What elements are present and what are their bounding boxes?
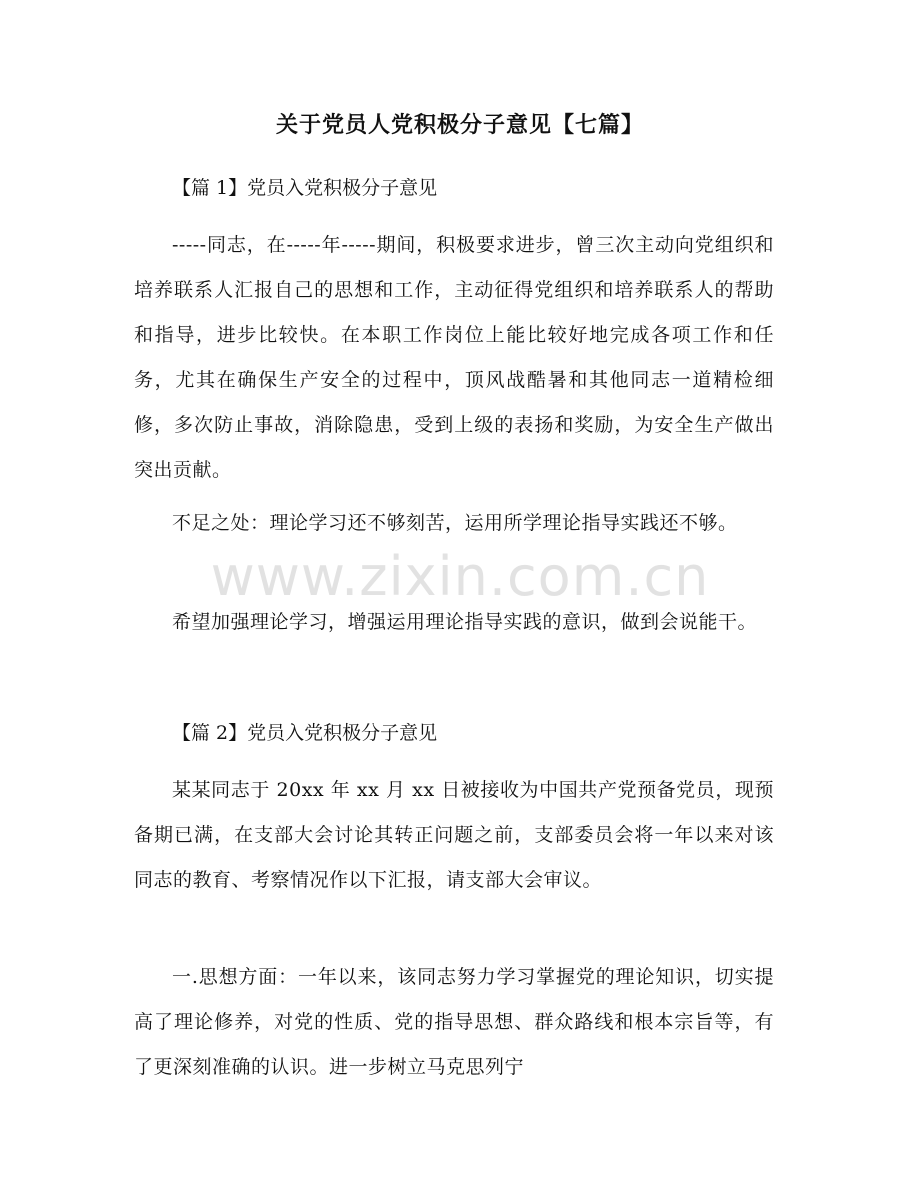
document-title: 关于党员人党积极分子意见【七篇】 [275,112,644,138]
paragraph: 某某同志于 20xx 年 xx 月 xx 日被接收为中国共产党预备党员，现预备期已满，在支部大会讨论其转正问题之前，支部委员会将一年以来对该同志的教育、考察情况作以下汇报，请支部大会审议。 [134,779,774,891]
section-heading-1: 【篇 1】党员入党积极分子意见 [172,177,438,199]
watermark: www.zixin.com.cn [210,545,710,608]
paragraph: -----同志，在-----年-----期间，积极要求进步，曾三次主动向党组织和培养联系人汇报自己的思想和工作，主动征得党组织和培养联系人的帮助和指导，进步比较快。在本职工作岗位上能比较好地完成各项工作和任务，尤其在确保生产安全的过程中，顶风战酷暑和其他同志一道精检细修，多次防止事故，消除隐患，受到上级的表扬和奖励，为安全生产做出突出贡献。 [134,234,774,481]
paragraph: 一.思想方面：一年以来，该同志努力学习掌握党的理论知识，切实提高了理论修养，对党的性质、党的指导思想、群众路线和根本宗旨等，有了更深刻准确的认识。进一步树立马克思列宁 [134,966,774,1078]
paragraph: 不足之处：理论学习还不够刻苦，运用所学理论指导实践还不够。 [172,512,738,534]
paragraph: 希望加强理论学习，增强运用理论指导实践的意识，做到会说能干。 [172,611,758,633]
section-heading-2: 【篇 2】党员入党积极分子意见 [172,722,438,744]
